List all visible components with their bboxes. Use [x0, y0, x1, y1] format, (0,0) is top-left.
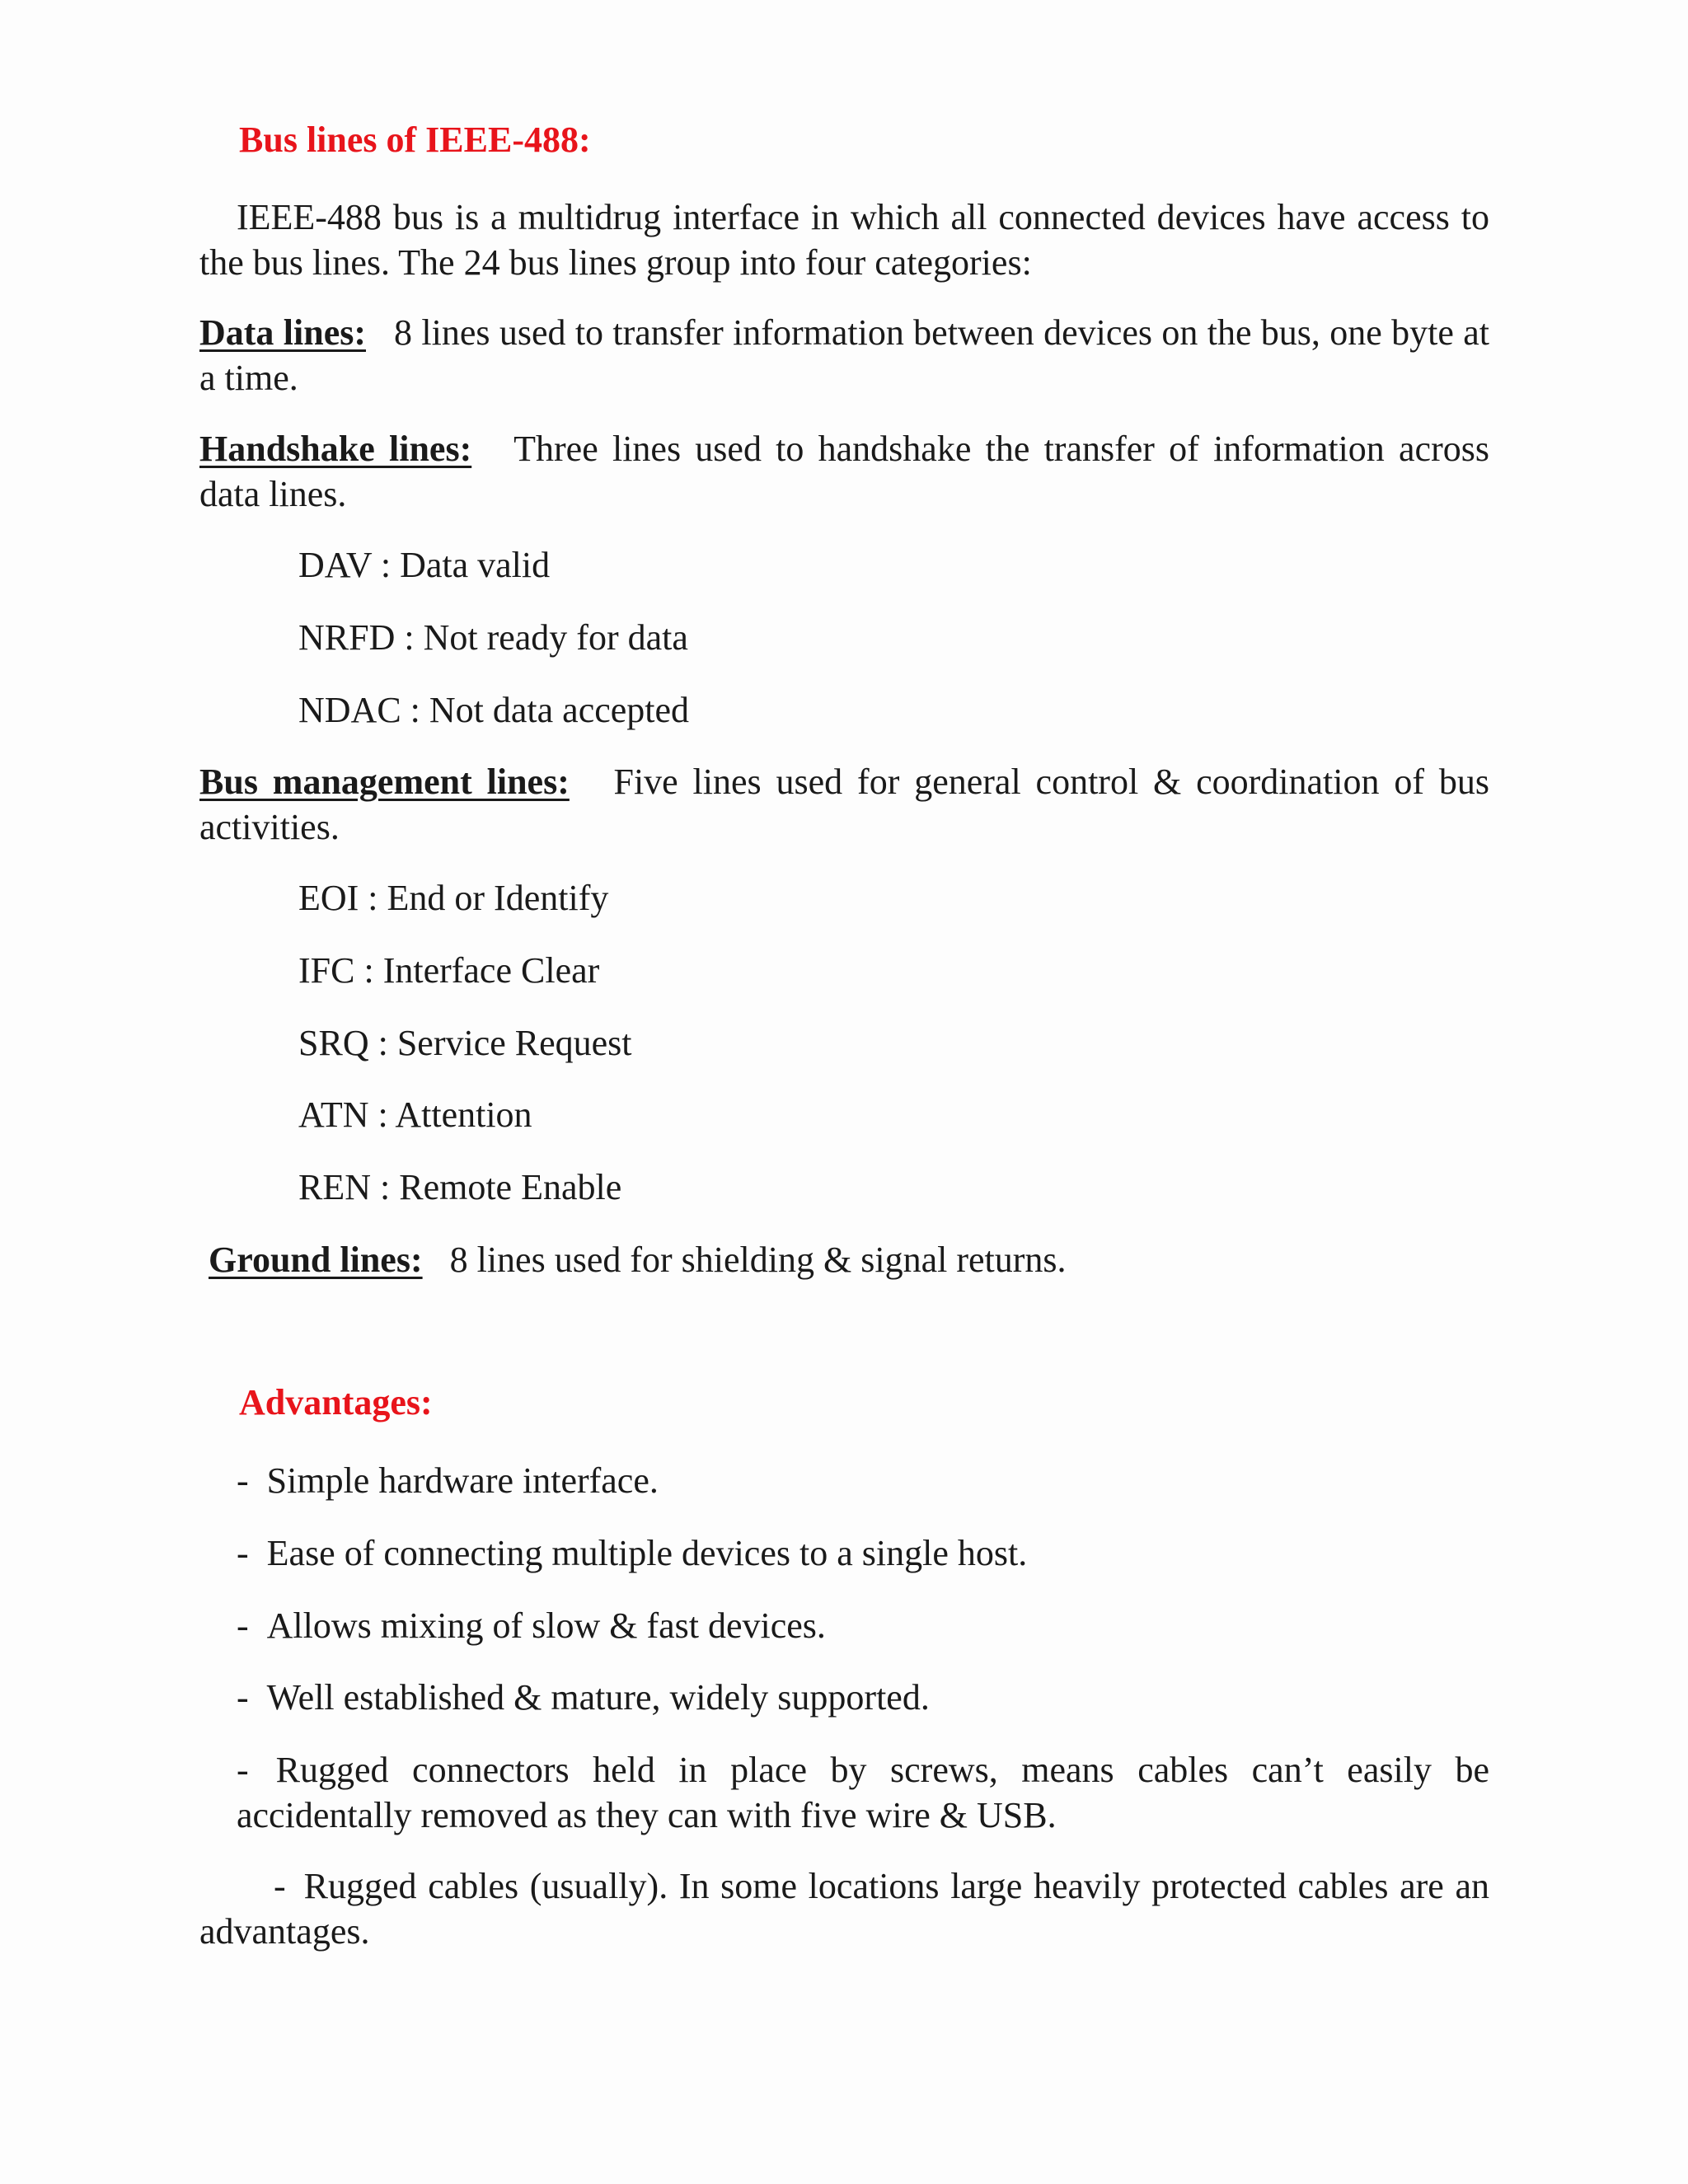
ground-lines-label: Ground lines: [209, 1240, 423, 1280]
handshake-item-ndac: NDAC : Not data accepted [298, 690, 690, 730]
bus-management-item-srq: SRQ : Service Request [298, 1023, 632, 1063]
data-lines-text: 8 lines used to transfer information between devices on the bus, one byte at a time. [199, 312, 1489, 398]
data-lines-label: Data lines: [199, 312, 366, 353]
ground-lines-text: 8 lines used for shielding & signal returns. [449, 1240, 1067, 1280]
intro-paragraph: IEEE-488 bus is a multidrug interface in which all connected devices have access to the bus lines. The 24 bus lines group into four categories: [199, 197, 1489, 283]
bus-management-lines-text: Five lines used for general control & coordination of bus activities. [199, 762, 1490, 847]
advantage-item: - Rugged connectors held in place by screws, means cables can’t easily be accidentally removed as they can with five wire & USB. [237, 1750, 1489, 1835]
bus-management-item-ifc: IFC : Interface Clear [298, 950, 600, 991]
bus-management-lines-label: Bus management lines: [199, 762, 570, 802]
handshake-item-nrfd: NRFD : Not ready for data [298, 617, 688, 658]
handshake-lines-text: Three lines used to handshake the transfer of information across data lines. [199, 429, 1489, 514]
data-lines-paragraph [199, 310, 1489, 401]
section-heading-advantages: Advantages: [239, 1382, 433, 1422]
bus-management-lines-paragraph [199, 759, 1489, 850]
advantage-item: - Ease of connecting multiple devices to a single host. [237, 1533, 1028, 1573]
handshake-item-dav: DAV : Data valid [298, 545, 551, 585]
advantage-item: - Simple hardware interface. [237, 1460, 659, 1501]
ground-lines-paragraph [209, 1237, 1498, 1282]
bus-management-item-eoi: EOI : End or Identify [298, 878, 609, 918]
handshake-lines-label: Handshake lines: [199, 429, 472, 469]
handshake-lines-paragraph [199, 426, 1489, 517]
bus-management-item-ren: REN : Remote Enable [298, 1167, 622, 1207]
advantage-item: - Rugged cables (usually). In some locations large heavily protected cables are an advantages. [199, 1866, 1489, 1952]
advantage-item: - Well established & mature, widely supported. [237, 1677, 930, 1718]
advantage-item: - Allows mixing of slow & fast devices. [237, 1605, 826, 1646]
section-heading-bus-lines: Bus lines of IEEE-488: [239, 120, 591, 160]
bus-management-item-atn: ATN : Attention [298, 1094, 532, 1135]
